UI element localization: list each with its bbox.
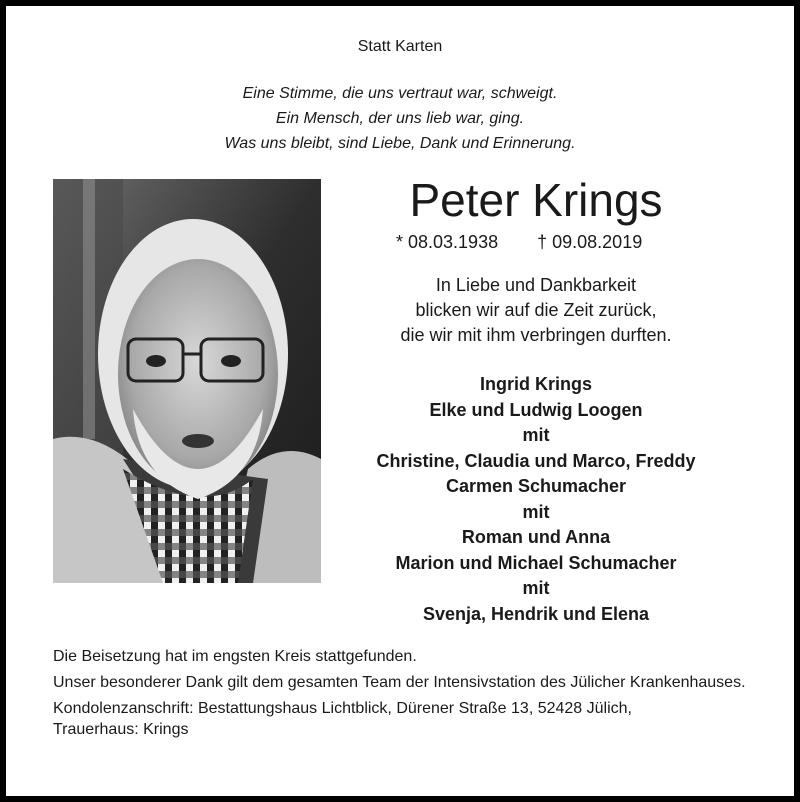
condolence-address-line: Kondolenzanschrift: Bestattungshaus Lichtblick, Dürener Straße 13, 52428 Jülich, [53,700,632,717]
mourner-line: Carmen Schumacher [445,476,627,496]
verse-line: Was uns bleibt, sind Liebe, Dank und Erinnerung. [224,135,576,152]
mourner-line: Christine, Claudia und Marco, Freddy [376,450,696,471]
birth-date: * 08.03.1938 [396,232,499,252]
footer-notes [53,646,753,745]
mourner-line: Elke und Ludwig Loogen [429,399,643,420]
thanks-note: Unser besonderer Dank gilt dem gesamten Team der Intensivstation des Jülicher Krankenhauses. [53,674,746,691]
death-date: † 09.08.2019 [537,232,643,252]
tribute-text [336,273,736,348]
verse-line: Ein Mensch, der uns lieb war, ging. [275,110,525,127]
burial-note: Die Beisetzung hat im engsten Kreis stattgefunden. [53,648,417,665]
tribute-line: In Liebe und Dankbarkeit [435,275,637,295]
mourners-list [336,372,736,627]
tribute-line: die wir mit ihm verbringen durften. [400,325,672,345]
tribute-line: blicken wir auf die Zeit zurück, [415,300,657,320]
mourner-line: mit [522,578,550,598]
memorial-verse [6,81,794,156]
obituary-card [6,6,794,796]
mourner-line: Ingrid Krings [480,374,592,394]
mourner-line: mit [522,425,550,445]
card-heading: Statt Karten [357,38,443,55]
life-dates [396,231,642,253]
mourner-line: Svenja, Hendrik und Elena [422,603,650,624]
mourner-line: mit [522,501,550,522]
condolence-address [53,698,753,740]
verse-line: Eine Stimme, die uns vertraut war, schweigt. [242,85,558,102]
mourning-house: Trauerhaus: Krings [53,721,189,738]
deceased-name: Peter Krings [409,174,663,226]
mourner-line: Roman und Anna [461,527,611,547]
portrait-photo [53,179,321,583]
mourner-line: Marion und Michael Schumacher [395,552,677,573]
